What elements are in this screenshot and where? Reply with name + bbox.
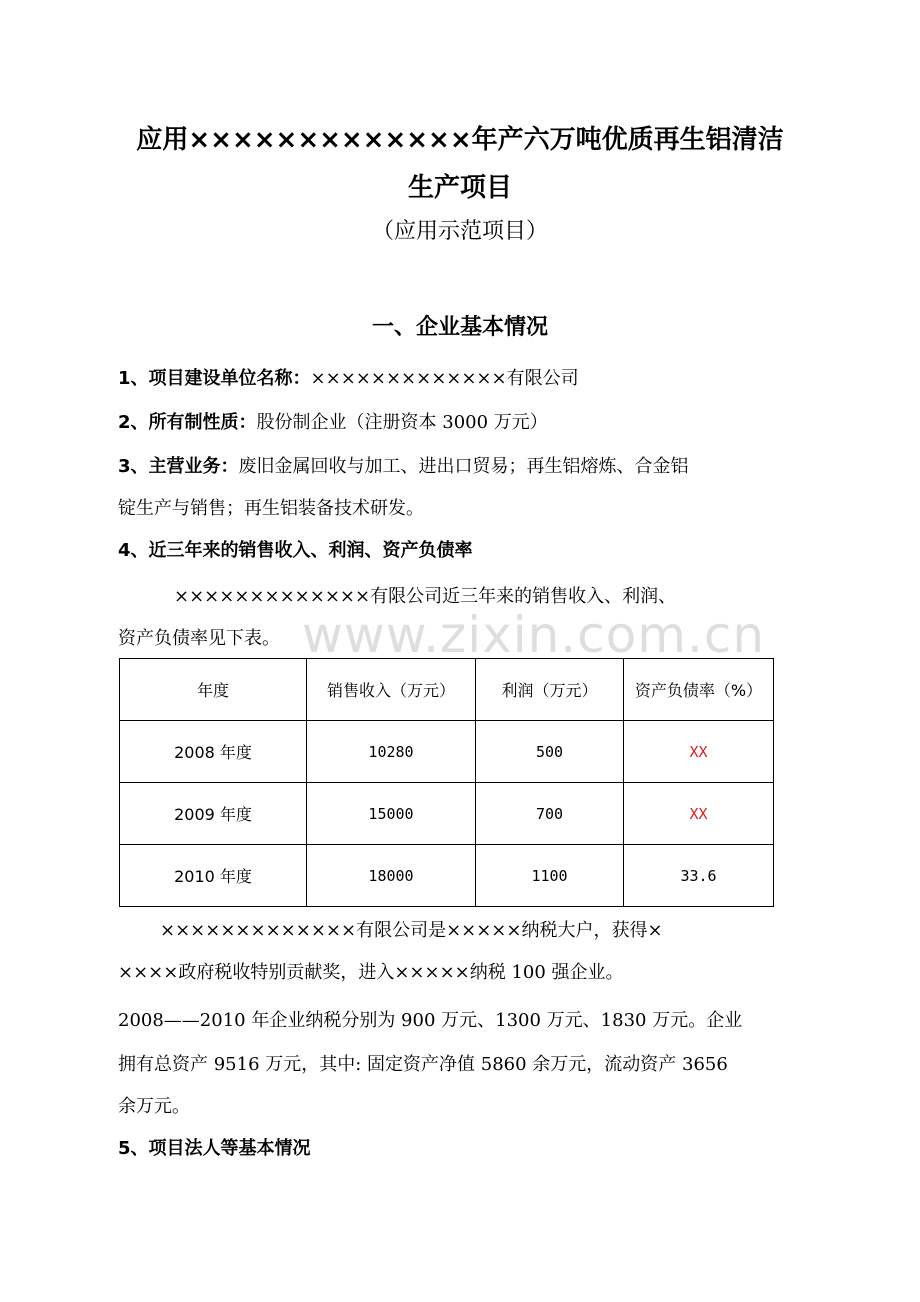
table-header-debt-ratio: 资产负债率（%） [624,659,774,721]
document-title-line2: 生产项目 [407,173,512,203]
table-cell-sales: 18000 [307,845,476,907]
table-header-year: 年度 [120,659,307,721]
table-cell-debt-ratio: 33.6 [624,845,774,907]
table-cell-year: 2008 年度 [120,721,307,783]
item-2-value: 股份制企业（注册资本 3000 万元） [256,412,548,433]
table-cell-profit: 1100 [476,845,624,907]
table-cell-debt-ratio: XX [624,783,774,845]
table-cell-profit: 500 [476,721,624,783]
table-row [120,721,774,783]
table-cell-debt-ratio: XX [624,721,774,783]
item-1-value: ×××××××××××××有限公司 [310,368,579,389]
financial-summary-table [119,658,774,907]
table-header-row [120,659,774,721]
table-cell-sales: 15000 [307,783,476,845]
table-cell-sales: 10280 [307,721,476,783]
table-intro-line1: ×××××××××××××有限公司近三年来的销售收入、利润、 [174,586,677,607]
section-heading-company-overview: 一、企业基本情况 [371,315,548,340]
table-cell-year: 2009 年度 [120,783,307,845]
watermark-text: www.zixin.com.cn [302,606,766,664]
document-subtitle: （应用示范项目） [371,219,548,244]
table-row [120,783,774,845]
table-header-sales: 销售收入（万元） [307,659,476,721]
tax-paragraph-line3: 2008——2010 年企业纳税分别为 900 万元、1300 万元、1830 万元。企业 [118,1010,743,1031]
item-5-heading: 5、项目法人等基本情况 [118,1138,311,1159]
tax-paragraph-line1: ×××××××××××××有限公司是×××××纳税大户，获得× [160,920,663,941]
item-3-main-business [118,452,808,482]
item-3-value-line2: 锭生产与销售；再生铝装备技术研发。 [118,498,424,519]
item-3-value-line1: 废旧金属回收与加工、进出口贸易；再生铝熔炼、合金铝 [238,456,689,477]
table-intro-line2: 资产负债率见下表。 [118,628,280,649]
tax-paragraph-line4: 拥有总资产 9516 万元，其中: 固定资产净值 5860 余万元，流动资产 3656 [118,1054,728,1075]
item-2-ownership [118,408,808,438]
document-title-line1: 应用×××××××××××××年产六万吨优质再生铝清洁 [136,125,784,155]
table-header-profit: 利润（万元） [476,659,624,721]
table-row [120,845,774,907]
item-3-label: 3、主营业务： [118,456,239,477]
item-1-company-name [118,364,808,394]
tax-paragraph-line2: ××××政府税收特别贡献奖，进入×××××纳税 100 强企业。 [118,962,624,983]
item-4-heading: 4、近三年来的销售收入、利润、资产负债率 [118,540,473,561]
item-1-label: 1、项目建设单位名称： [118,368,311,389]
item-2-label: 2、所有制性质： [118,412,257,433]
table-cell-profit: 700 [476,783,624,845]
table-cell-year: 2010 年度 [120,845,307,907]
tax-paragraph-line5: 余万元。 [118,1096,190,1117]
